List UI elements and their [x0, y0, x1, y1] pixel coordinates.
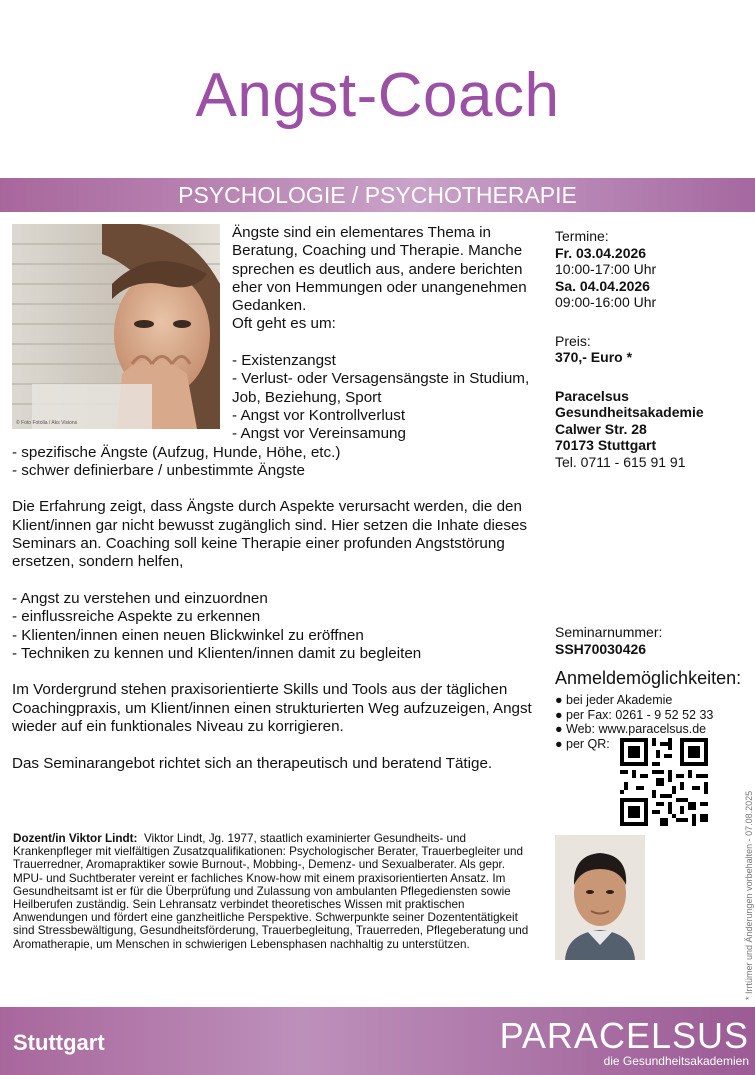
- lecturer-portrait: [555, 835, 645, 960]
- time-2: 09:00-16:00 Uhr: [555, 294, 657, 310]
- page-title: Angst-Coach: [195, 61, 560, 130]
- lecturer-text: Viktor Lindt, Jg. 1977, staatlich examinierter Gesundheits- und Krankenpfleger mit vielfältigen Zusatzqualifikationen: Psychologischer Berater, Trauerbegleiter und Trauerredner, Aromapraktiker sowie Burnout-, Mobbing-, Demenz- und Sexualberater. Als gepr. MPU- und Suchtberater vereint er fachliches Know-how mit einem praxisorientierten Ansatz. Im Gesundheitsamt ist er für die Überprüfung und Zulassung von ambulanten Pflegediensten sowie Heilberufen zuständig. Sein Lehransatz verbindet theoretisches Wissen mit praktischen Anwendungen und fördert eine ganzheitliche Perspektive. Schwerpunkte seiner Dozententätigkeit sind Stressbewältigung, Gesundheitsförderung, Trauerbegleitung, Trauerreden, Pflegeberatung und Aromatherapie, um Menschen in schwierigen Lebensphasen nachhaltig zu unterstützen.: [13, 832, 529, 951]
- seminar-number-block: [555, 624, 662, 657]
- brand-logo: PARACELSUS: [499, 1015, 749, 1056]
- registration-option: ● bei jeder Akademie: [555, 693, 673, 707]
- fear-item: - Verlust- oder Versagensängste in Studium, Job, Beziehung, Sport: [232, 370, 530, 406]
- fear-item: - Angst vor Kontrollverlust: [232, 406, 406, 424]
- audience-text: Das Seminarangebot richtet sich an therapeutisch und beratend Tätige.: [12, 754, 493, 772]
- photo-credit: © Foto Fotolia / Aks Visions: [16, 420, 78, 426]
- fear-item: - spezifische Ängste (Aufzug, Hunde, Höhe, etc.): [12, 443, 341, 461]
- preis-label: Preis:: [555, 332, 591, 349]
- fear-item: - Angst vor Vereinsamung: [232, 425, 406, 443]
- intro-text: Ängste sind ein elementares Thema in Beratung, Coaching und Therapie. Manche sprechen es deutlich aus, andere berichten eher von Hemmungen oder unangenehmen Gedanken.: [232, 224, 527, 315]
- seminar-label: Seminarnummer:: [555, 624, 663, 640]
- experience-text: Die Erfahrung zeigt, dass Ängste durch Aspekte verursacht werden, die den Klient/innen gar nicht bewusst zugänglich sind. Hier setzen die Inhate dieses Seminars an. Coaching soll keine Therapie einer profunden Angststörung ersetzen, sondern helfen,: [12, 498, 527, 571]
- termine-label: Termine:: [555, 228, 609, 244]
- preis-value: 370,- Euro *: [555, 349, 633, 365]
- org-name-1: Paracelsus: [555, 387, 629, 404]
- goal-item: - Klienten/innen einen neuen Blickwinkel zu eröffnen: [12, 626, 364, 644]
- date-1: Fr. 03.04.2026: [555, 244, 647, 261]
- registration-option[interactable]: ● Web: www.paracelsus.de: [555, 722, 707, 736]
- goal-item: - einflussreiche Aspekte zu erkennen: [12, 608, 261, 626]
- footer-city: Stuttgart: [13, 1030, 105, 1055]
- brand-subtitle: die Gesundheitsakademien: [603, 1054, 749, 1068]
- focus-text: Im Vordergrund stehen praxisorientierte Skills und Tools aus der täglichen Coachingpraxis, um Klient/innen einen strukturierten Weg aufzuzeigen, Angst wieder auf ein funktionales Niveau zu korrigieren.: [12, 681, 532, 736]
- fear-item: - schwer definierbare / unbestimmte Ängste: [12, 461, 305, 479]
- disclaimer-note: * Irrtümer und Änderungen vorbehalten - 07.08.2025: [744, 790, 754, 1000]
- org-name-2: Gesundheitsakademie: [555, 404, 704, 420]
- registration-option: ● per QR:: [555, 736, 610, 751]
- goal-item: - Angst zu verstehen und einzuordnen: [12, 589, 268, 607]
- goal-item: - Techniken zu kennen und Klienten/innen damit zu begleiten: [12, 644, 422, 662]
- fear-item: - Existenzangst: [232, 352, 336, 370]
- intro2-text: Oft geht es um:: [232, 315, 336, 333]
- org-city: 70173 Stuttgart: [555, 437, 657, 453]
- category-band: PSYCHOLOGIE / PSYCHOTHERAPIE: [0, 178, 755, 212]
- sidebar-info: [555, 228, 750, 470]
- lecturer-label: Dozent/in Viktor Lindt:: [13, 832, 138, 845]
- lecturer-bio: [13, 832, 535, 951]
- qr-code-icon[interactable]: [620, 738, 708, 826]
- registration-label: Anmeldemöglichkeiten:: [555, 668, 742, 688]
- time-1: 10:00-17:00 Uhr: [555, 261, 657, 277]
- main-text: [12, 224, 534, 773]
- org-tel: Tel. 0711 - 615 91 91: [555, 453, 686, 470]
- footer-bar: [0, 1007, 755, 1075]
- registration-option: ● per Fax: 0261 - 9 52 52 33: [555, 707, 714, 722]
- seminar-number: SSH70030426: [555, 640, 647, 657]
- date-2: Sa. 04.04.2026: [555, 277, 650, 294]
- org-street: Calwer Str. 28: [555, 420, 647, 437]
